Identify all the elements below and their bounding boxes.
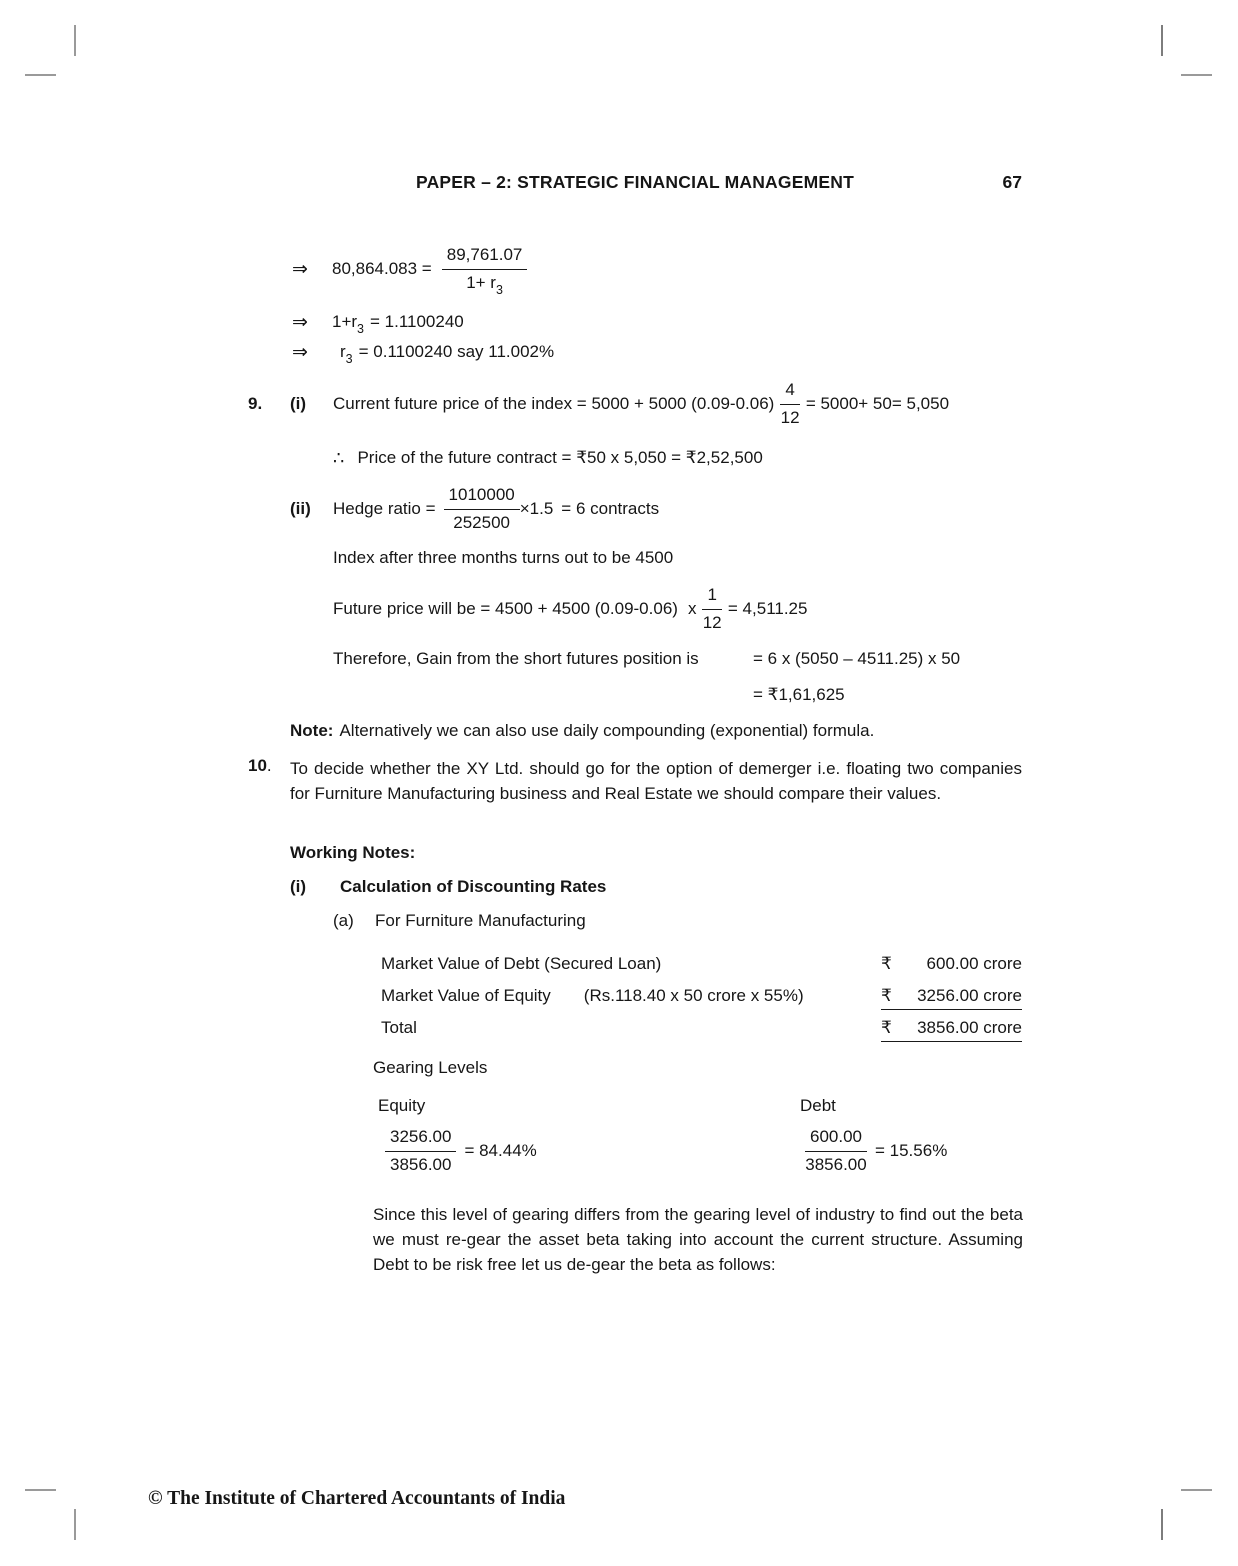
- item-a-label: (a): [333, 911, 354, 930]
- gain-label: Therefore, Gain from the short futures position is: [333, 649, 699, 668]
- amount-cell: ₹ 600.00 crore: [881, 954, 1022, 973]
- amount-cell: ₹ 3256.00 crore: [881, 986, 1022, 1010]
- working-notes-heading: Working Notes:: [290, 843, 416, 862]
- table-row: Market Value of Debt (Secured Loan) ₹ 600.00 crore: [381, 954, 1022, 973]
- equity-label: Equity: [378, 1096, 426, 1115]
- crop-mark-top-left-vertical: [74, 25, 76, 56]
- fraction: $\frac{4}{12}$: [780, 380, 800, 427]
- hedge-text: Hedge ratio =: [333, 499, 436, 518]
- sub-item-a-heading: [333, 910, 586, 932]
- note-label: Note:: [290, 721, 334, 740]
- debt-gearing-equation: [805, 1123, 947, 1179]
- rupee-symbol: ₹: [881, 954, 892, 973]
- table-row: Market Value of Equity (Rs.118.40 x 50 crore x 55%) ₹ 3256.00 crore: [381, 980, 1022, 1012]
- gain-value: = ₹1,61,625: [753, 685, 845, 704]
- note-text: Alternatively we can also use daily compounding (exponential) formula.: [339, 721, 875, 740]
- fraction: $\frac{600.00}{3856.00}$: [805, 1127, 867, 1174]
- fraction: $\frac{3256.00}{3856.00}$: [385, 1127, 456, 1174]
- crop-mark-bottom-left-horizontal: [25, 1489, 56, 1491]
- table-row: Total ₹ 3856.00 crore: [381, 1012, 1022, 1044]
- part-label: (i): [290, 394, 307, 413]
- crop-mark-bottom-left-vertical: [74, 1509, 76, 1540]
- q9-future-price-line: [333, 583, 807, 635]
- q9-price-line: [333, 447, 763, 469]
- question-number: 9.: [248, 394, 263, 413]
- page-title: PAPER – 2: STRATEGIC FINANCIAL MANAGEMENT: [416, 172, 854, 192]
- page-number: 67: [1002, 172, 1022, 192]
- gearing-levels-heading: Gearing Levels: [373, 1058, 488, 1077]
- fraction-numerator: 89,761.07: [442, 245, 528, 269]
- implies-arrow-icon: ⇒: [292, 311, 308, 333]
- crop-mark-top-right-vertical: [1161, 25, 1163, 56]
- working-note-i-heading: [290, 876, 606, 898]
- market-value-table: [381, 948, 1022, 1044]
- debt-label: Debt: [800, 1096, 836, 1115]
- implies-arrow-icon: ⇒: [292, 341, 308, 363]
- hedge-multiplier: ×1.5: [519, 499, 554, 518]
- closing-paragraph: Since this level of gearing differs from the gearing level of industry to find out the beta we must re-gear the asset beta taking into account the current structure. Assuming Debt to be risk free let us de-gear the beta as follows:: [373, 1205, 1023, 1274]
- crop-mark-top-right-horizontal: [1181, 74, 1212, 76]
- q9-gain-line-2: [333, 684, 845, 706]
- item-a-title: For Furniture Manufacturing: [375, 911, 586, 930]
- gain-value: = 6 x (5050 – 4511.25) x 50: [753, 649, 961, 668]
- future-result: = 4,511.25: [727, 599, 808, 618]
- fraction: $\frac{1}{12}$: [702, 585, 722, 632]
- question-number: 10.: [248, 756, 272, 775]
- formula-result: = 5000+ 50= 5,050: [805, 394, 950, 413]
- equation-result: = 1.1100240: [370, 312, 464, 331]
- equation-result: = 0.1100240 say 11.002%: [358, 342, 555, 361]
- hedge-result: = 6 contracts: [561, 499, 660, 518]
- future-text: Future price will be = 4500 + 4500 (0.09-0.06): [333, 599, 678, 618]
- note-i-label: (i): [290, 877, 307, 896]
- implies-arrow-icon: ⇒: [292, 258, 308, 280]
- copyright-footer: © The Institute of Chartered Accountants of India: [148, 1488, 566, 1509]
- rupee-symbol: ₹: [881, 986, 892, 1006]
- formula-text: Current future price of the index = 5000 + 5000 (0.09-0.06): [333, 394, 775, 413]
- crop-mark-bottom-right-horizontal: [1181, 1489, 1212, 1491]
- part-label: (ii): [290, 499, 311, 518]
- equation-r3-step1: [292, 238, 527, 300]
- times-symbol: x: [687, 599, 697, 618]
- fraction-denominator: $1+ r_3$: [466, 272, 503, 297]
- debt-result: = 15.56%: [875, 1141, 948, 1160]
- note-i-title: Calculation of Discounting Rates: [340, 877, 607, 896]
- q9-note-line: [290, 720, 874, 742]
- crop-mark-bottom-right-vertical: [1161, 1509, 1163, 1540]
- amount-cell: ₹ 3856.00 crore: [881, 1018, 1022, 1042]
- rupee-symbol: ₹: [881, 1018, 892, 1038]
- crop-mark-top-left-horizontal: [25, 74, 56, 76]
- equation-text: $1+r_3$: [332, 312, 364, 337]
- equity-result: = 84.44%: [464, 1141, 537, 1160]
- q9-gain-line-1: [333, 648, 960, 670]
- therefore-icon: ∴: [333, 447, 345, 468]
- equation-r3-step3: [292, 341, 555, 367]
- price-text: Price of the future contract = ₹50 x 5,050 = ₹2,52,500: [357, 448, 763, 467]
- q9-index-line: Index after three months turns out to be 4500: [333, 548, 674, 567]
- q9-part-ii-hedge-line: [248, 483, 659, 535]
- equation-text: $r_3$: [340, 342, 353, 367]
- equation-lhs: 80,864.083 =: [332, 259, 432, 278]
- equation-r3-step2: [292, 311, 464, 337]
- equity-gearing-equation: [385, 1123, 537, 1179]
- q10-intro-paragraph: To decide whether the XY Ltd. should go for the option of demerger i.e. floating two companies for Furniture Manufacturing business and Real Estate we should compare their values.: [290, 759, 1022, 803]
- fraction: [442, 245, 528, 297]
- q9-part-i-line: [248, 378, 949, 430]
- fraction: $\frac{1010000}{252500}$: [444, 485, 520, 532]
